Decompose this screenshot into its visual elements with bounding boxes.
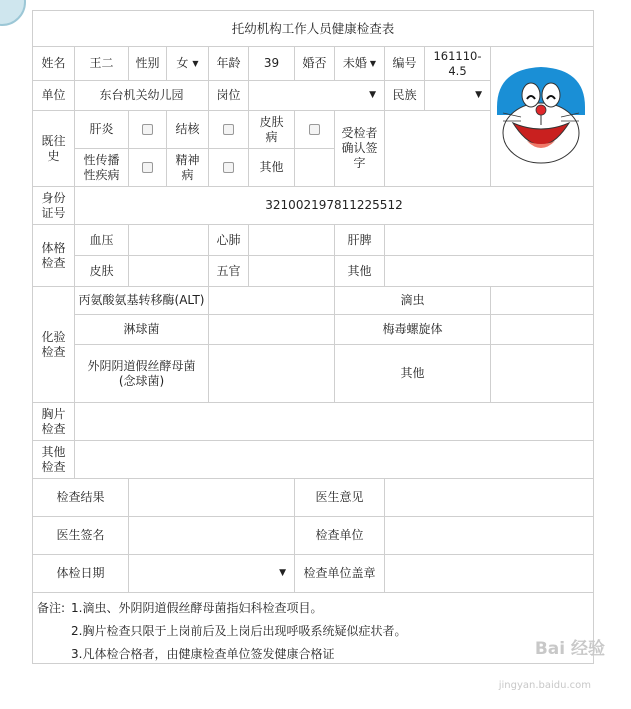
chevron-down-icon: ▼ [475,90,482,100]
alt-field[interactable] [209,287,335,315]
chest-field[interactable] [75,403,593,441]
chevron-down-icon: ▼ [369,59,377,68]
history-other-field[interactable] [295,149,335,187]
blood-pressure-field[interactable] [129,225,209,256]
gonococcus-label: 淋球菌 [75,315,209,345]
name-value[interactable]: 王二 [75,47,129,81]
number-label: 编号 [385,47,425,81]
exam-seal-field[interactable] [385,555,593,593]
other-exam-label: 其他检查 [33,441,75,479]
watermark-url: jingyan.baidu.com [498,680,591,691]
hepatitis-label: 肝炎 [75,111,129,149]
watermark-brand: Bai 经验 [534,639,605,659]
chevron-down-icon: ▼ [369,90,376,100]
mental-label: 精神病 [167,149,209,187]
marital-value: 未婚 [342,56,367,70]
exam-unit-field[interactable] [385,517,593,555]
tuberculosis-checkbox[interactable] [223,124,234,135]
hepatitis-check-cell [129,111,167,149]
exam-unit-label: 检查单位 [295,517,385,555]
facial-label: 五官 [209,256,249,287]
unit-label: 单位 [33,81,75,111]
ethnicity-label: 民族 [385,81,425,111]
trichomonas-label: 滴虫 [335,287,491,315]
syphilis-field[interactable] [491,315,593,345]
notes-prefix: 备注: [37,601,66,615]
skin-disease-label: 皮肤病 [249,111,295,149]
result-field[interactable] [129,479,295,517]
history-label: 既往史 [33,111,75,187]
notes-line-2: 2.胸片检查只限于上岗前后及上岗后出现呼吸系统疑似症状者。 [71,624,407,638]
skin-exam-field[interactable] [129,256,209,287]
trichomonas-field[interactable] [491,287,593,315]
signature-label: 受检者确认签字 [335,111,385,187]
result-label: 检查结果 [33,479,129,517]
signature-field[interactable] [385,111,491,187]
exam-date-label: 体检日期 [33,555,129,593]
marital-label: 婚否 [295,47,335,81]
alt-label: 丙氨酸氨基转移酶(ALT) [75,287,209,315]
other-exam-field[interactable] [75,441,593,479]
health-check-form [32,10,594,664]
doctor-opinion-field[interactable] [385,479,593,517]
notes-section [33,593,593,663]
mental-check-cell [209,149,249,187]
doctor-sign-label: 医生签名 [33,517,129,555]
chest-label: 胸片检查 [33,403,75,441]
history-other-label: 其他 [249,149,295,187]
heart-lung-field[interactable] [249,225,335,256]
skin-exam-label: 皮肤 [75,256,129,287]
facial-field[interactable] [249,256,335,287]
liver-spleen-label: 肝脾 [335,225,385,256]
tuberculosis-check-cell [209,111,249,149]
physical-label: 体格检查 [33,225,75,287]
doraemon-avatar-icon [491,55,591,175]
physical-other-field[interactable] [385,256,593,287]
id-card-label: 身份证号 [33,187,75,225]
tuberculosis-label: 结核 [167,111,209,149]
sex-label: 性别 [129,47,167,81]
gonococcus-field[interactable] [209,315,335,345]
form-title: 托幼机构工作人员健康检查表 [33,11,593,47]
number-value[interactable]: 161110-4.5 [425,47,491,81]
candida-label: 外阴阴道假丝酵母菌(念球菌) [75,345,209,403]
unit-value[interactable]: 东台机关幼儿园 [75,81,209,111]
notes-line-3: 3.凡体检合格者，由健康检查单位签发健康合格证 [71,647,335,661]
liver-spleen-field[interactable] [385,225,593,256]
physical-other-label: 其他 [335,256,385,287]
marital-select[interactable] [335,47,385,81]
std-label: 性传播性疾病 [75,149,129,187]
exam-seal-label: 检查单位盖章 [295,555,385,593]
sex-value: 女 [176,56,189,70]
exam-date-select[interactable] [129,555,295,593]
corner-badge [0,0,26,26]
lab-other-label: 其他 [335,345,491,403]
blood-pressure-label: 血压 [75,225,129,256]
doctor-opinion-label: 医生意见 [295,479,385,517]
notes-line-1: 1.滴虫、外阴阴道假丝酵母菌指妇科检查项目。 [71,601,323,615]
name-label: 姓名 [33,47,75,81]
position-select[interactable] [249,81,385,111]
std-check-cell [129,149,167,187]
skin-checkbox[interactable] [309,124,320,135]
id-card-value[interactable]: 321002197811225512 [75,187,593,225]
candida-field[interactable] [209,345,335,403]
syphilis-label: 梅毒螺旋体 [335,315,491,345]
mental-checkbox[interactable] [223,162,234,173]
chevron-down-icon: ▼ [192,59,199,68]
chevron-down-icon: ▼ [279,568,286,578]
heart-lung-label: 心肺 [209,225,249,256]
hepatitis-checkbox[interactable] [142,124,153,135]
age-value[interactable]: 39 [249,47,295,81]
position-label: 岗位 [209,81,249,111]
age-label: 年龄 [209,47,249,81]
sex-select[interactable] [167,47,209,81]
lab-other-field[interactable] [491,345,593,403]
doctor-sign-field[interactable] [129,517,295,555]
std-checkbox[interactable] [142,162,153,173]
skin-check-cell [295,111,335,149]
ethnicity-select[interactable] [425,81,491,111]
lab-label: 化验检查 [33,287,75,403]
